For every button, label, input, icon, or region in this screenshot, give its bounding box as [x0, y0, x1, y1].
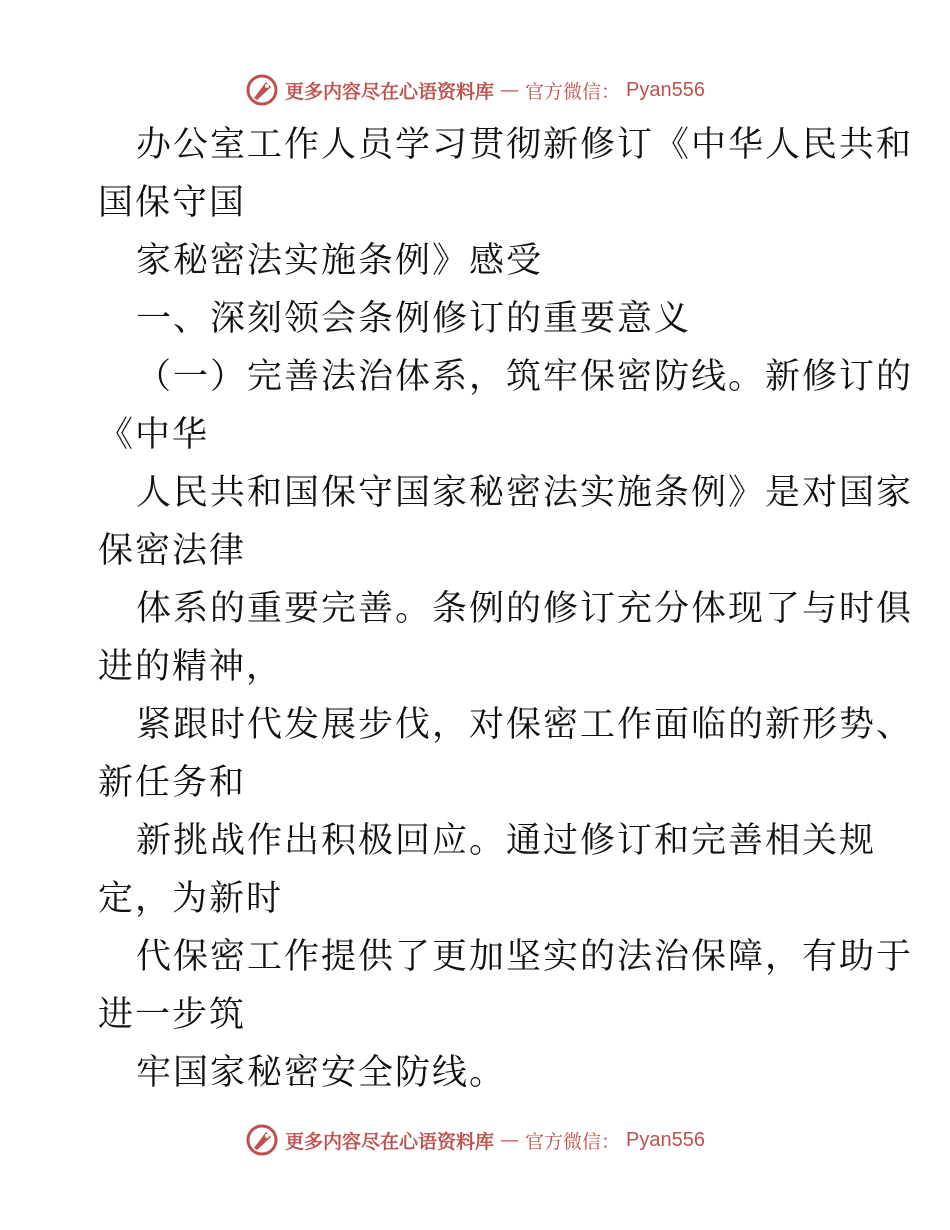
banner-dash: —: [500, 79, 520, 101]
document-body: [98, 116, 914, 1102]
document-line: 《中华: [98, 415, 210, 455]
banner-dash: —: [500, 1129, 520, 1151]
footer-watermark-banner: [0, 1120, 950, 1160]
banner-text: 更多内容尽在心语资料库: [285, 1130, 495, 1153]
document-line: 家秘密法实施条例》感受: [136, 241, 544, 281]
document-line: 牢国家秘密安全防线。: [136, 1053, 507, 1093]
document-line: 进一步筑: [98, 995, 247, 1035]
banner-wechat-label: 官方微信：: [525, 80, 621, 103]
document-line: 人民共和国保守国家秘密法实施条例》是对国家: [136, 473, 914, 513]
document-line: 新任务和: [98, 763, 247, 803]
banner-wechat-id: Pyan556: [626, 1128, 705, 1151]
banner-wechat-id: Pyan556: [626, 78, 705, 101]
banner-wechat-label: 官方微信：: [525, 1130, 621, 1153]
document-line: 办公室工作人员学习贯彻新修订《中华人民共和: [136, 125, 914, 165]
document-line: 体系的重要完善。条例的修订充分体现了与时俱: [136, 589, 914, 629]
document-line: 国保守国: [98, 183, 247, 223]
document-line: 新挑战作出积极回应。通过修订和完善相关规: [136, 821, 877, 861]
document-line: 一、深刻领会条例修订的重要意义: [136, 299, 692, 339]
document-line: 进的精神，: [98, 647, 284, 687]
header-watermark-banner: [0, 70, 950, 110]
document-line: （一）完善法治体系，筑牢保密防线。新修订的: [136, 357, 914, 397]
banner-text: 更多内容尽在心语资料库: [285, 80, 495, 103]
document-line: 保密法律: [98, 531, 247, 571]
pen-nib-logo-icon: [245, 1123, 279, 1157]
document-line: 代保密工作提供了更加坚实的法治保障，有助于: [136, 937, 914, 977]
document-line: 紧跟时代发展步伐，对保密工作面临的新形势、: [136, 705, 914, 745]
pen-nib-logo-icon: [245, 73, 279, 107]
document-line: 定，为新时: [98, 879, 284, 919]
